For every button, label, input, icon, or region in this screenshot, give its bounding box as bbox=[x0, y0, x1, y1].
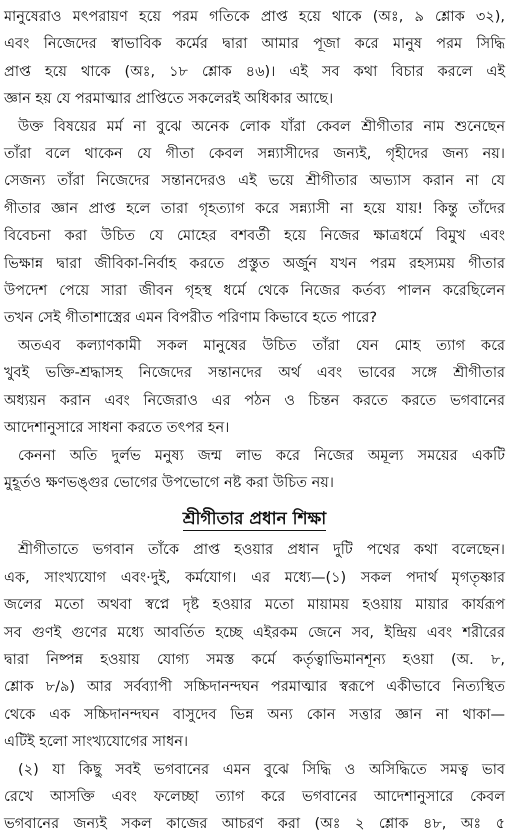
text-line: উপদেশ পেয়ে সারা জীবন গৃহস্থ ধর্মে থেকে নিজের কর্তব্য পালন করেছিলেন bbox=[4, 283, 505, 300]
text-line: অধ্যয়ন করান এবং নিজেরাও এর পঠন ও চিন্তন করতে করতে ভগবানের bbox=[4, 392, 505, 409]
paragraph-3 bbox=[4, 333, 505, 443]
text-line: (২) যা কিছু সবই ভগবানের এমন বুঝে সিদ্ধি ও অসিদ্ধিতে সমত্ব ভাব bbox=[18, 761, 505, 778]
text-line: দ্বারা নিষ্পন্ন হওয়ায় যোগ্য সমস্ত কর্মে কর্তৃত্বাভিমানশূন্য হওয়া (অ. ৮, bbox=[4, 651, 505, 668]
section-heading bbox=[4, 505, 505, 533]
text-line: অতএব কল্যাণকামী সকল মানুষের উচিত তাঁরা যেন মোহ ত্যাগ করে bbox=[18, 337, 505, 354]
text-line: সব গুণই গুণের মধ্যে আবর্তিত হচ্ছে এইরকম জেনে সব, ইন্দ্রিয় এবং শরীরের bbox=[4, 624, 505, 641]
text-line: এটিই হলো সাংখ্যযোগের সাধন। bbox=[4, 734, 189, 751]
text-line: আদেশানুসারে সাধনা করতে তৎপর হন। bbox=[4, 420, 230, 437]
text-line: প্রাপ্ত হয়ে থাকে (অঃ, ১৮ শ্লোক ৪৬)। এই সব কথা বিচার করলে এই bbox=[4, 63, 505, 80]
paragraph-5 bbox=[4, 537, 505, 756]
text-line: জ্ঞান হয় যে পরমাত্মার প্রাপ্তিতে সকলেরই অধিকার আছে। bbox=[4, 91, 334, 108]
paragraph-4 bbox=[4, 443, 505, 498]
text-line: ভগবানের জন্যই সকল কাজের আচরণ করা (অঃ ২ শ্লোক ৪৮, অঃ ৫ bbox=[4, 816, 505, 833]
text-line: শ্রীগীতাতে ভগবান তাঁকে প্রাপ্ত হওয়ার প্রধান দুটি পথের কথা বলেছেন। bbox=[18, 542, 505, 559]
text-line: তখন সেই গীতাশাস্ত্রের এমন বিপরীত পরিণাম কিভাবে হতে পারে? bbox=[4, 310, 378, 327]
text-line: তাঁরা বলে থাকেন যে গীতা কেবল সন্ন্যাসীদের জন্যই, গৃহীদের জন্য নয়। bbox=[4, 146, 505, 163]
text-line: থেকে এক সচ্চিদানন্দঘন বাসুদেব ভিন্ন অন্য কোন সত্তার জ্ঞান না থাকা— bbox=[4, 706, 505, 723]
text-line: ভিক্ষান্ন দ্বারা জীবিকা-নির্বাহ করতে প্রস্তুত অর্জুন যখন পরম রহস্যময় গীতার bbox=[4, 255, 505, 272]
text-line: শ্লোক ৮/৯) আর সর্বব্যাপী সচ্চিদানন্দঘন পরমাত্মার স্বরূপে একীভাবে নিত্যস্থিত bbox=[4, 679, 505, 696]
paragraph-2 bbox=[4, 114, 505, 333]
text-line: রেখে আসক্তি এবং ফলেচ্ছা ত্যাগ করে ভগবানের আদেশানুসারে কেবল bbox=[4, 788, 505, 805]
text-line: মুহূর্তও ক্ষণভঙ্গুর ভোগের উপভোগে নষ্ট করা উচিত নয়। bbox=[4, 474, 334, 491]
text-line: এক, সাংখ্যযোগ এবং·দুই, কর্মযোগ। এর মধ্যে—(১) সকল পদার্থ মৃগতৃষ্ণার bbox=[4, 569, 505, 586]
section-heading-text: শ্রীগীতার প্রধান শিক্ষা bbox=[182, 509, 327, 530]
paragraph-6 bbox=[4, 757, 505, 839]
text-line: জলের মতো অথবা স্বপ্নে দৃষ্ট হওয়ার মতো মায়াময় হওয়ায় মায়ার কার্যরূপ bbox=[4, 597, 505, 614]
text-line: এবং নিজেদের স্বাভাবিক কর্মের দ্বারা আমার পূজা করে মানুষ পরম সিদ্ধি bbox=[4, 36, 505, 53]
text-line: কেননা অতি দুর্লভ মনুষ্য জন্ম লাভ করে নিজের অমূল্য সময়ের একটি bbox=[18, 447, 505, 464]
text-line: বিবেচনা করা উচিত যে মোহের বশবর্তী হয়ে নিজের ক্ষাত্রধর্মে বিমুখ এবং bbox=[4, 228, 505, 245]
paragraph-1 bbox=[4, 4, 505, 114]
text-line: মানুষেরাও মৎপরায়ণ হয়ে পরম গতিকে প্রাপ্ত হয়ে থাকে (অঃ, ৯ শ্লোক ৩২), bbox=[4, 9, 505, 25]
text-line: গীতার জ্ঞান প্রাপ্ত হলে তারা গৃহত্যাগ করে সন্ন্যাসী না হয়ে যায়! কিন্তু তাঁদের bbox=[4, 200, 505, 217]
text-line: সেজন্য তাঁরা নিজেদের সন্তানদেরও এই ভয়ে শ্রীগীতার অভ্যাস করান না যে bbox=[4, 173, 505, 190]
text-line: খুবই ভক্তি-শ্রদ্ধাসহ নিজেদের সন্তানদের অর্থ এবং ভাবের সঙ্গে শ্রীগীতার bbox=[4, 365, 505, 382]
text-line: উক্ত বিষয়ের মর্ম না বুঝে অনেক লোক যাঁরা কেবল শ্রীগীতার নাম শুনেছেন bbox=[18, 118, 505, 135]
